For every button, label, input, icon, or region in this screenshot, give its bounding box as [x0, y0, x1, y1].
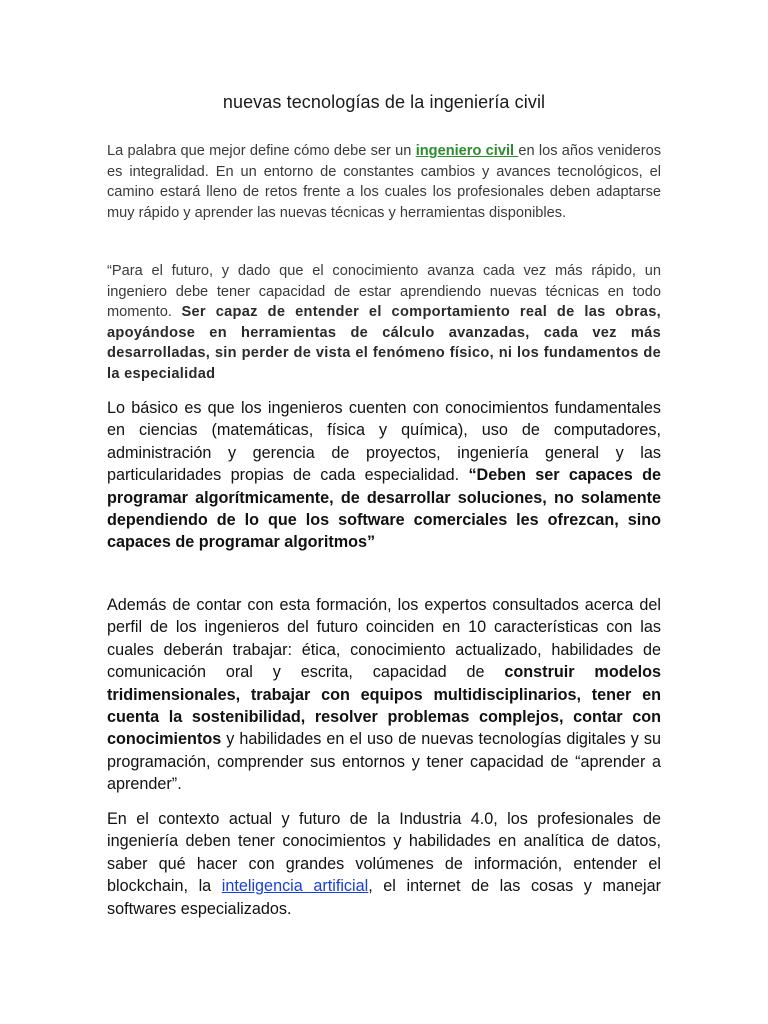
paragraph-intro — [107, 141, 661, 223]
paragraph-quote — [107, 261, 661, 385]
paragraph-basics — [107, 397, 661, 554]
paragraph-quote-bold-text: Ser capaz de entender el comportamiento real de las obras, apoyándose en herramientas de cálculo avanzadas, cada vez más desarrolladas, sin perder de vista el fenómeno físico, ni los fundamentos de la especialidad — [107, 304, 661, 382]
ingeniero-civil-link[interactable]: ingeniero civil — [415, 143, 519, 159]
inteligencia-artificial-link[interactable]: inteligencia artificial — [221, 877, 369, 896]
page-title: nuevas tecnologías de la ingeniería civil — [222, 92, 546, 112]
paragraph-industry-text-end: , el internet de las cosas y manejar softwares especializados. — [107, 877, 661, 918]
paragraph-basics-text: Lo básico es que los ingenieros cuenten con conocimientos fundamentales en ciencias (matemáticas, física y química), uso de computadores, administración y gerencia de proyectos, ingeniería general y las particularidades propias de cada especialidad. — [107, 399, 661, 485]
paragraph-industry — [107, 808, 661, 920]
paragraph-characteristics-text-end: y habilidades en el uso de nuevas tecnologías digitales y su programación, comprender sus entornos y tener capacidad de “aprender a aprender”. — [107, 730, 661, 794]
paragraph-quote-text: “Para el futuro, y dado que el conocimiento avanza cada vez más rápido, un ingeniero debe tener capacidad de estar aprendiendo nuevas técnicas en todo momento. — [107, 263, 661, 321]
paragraph-characteristics-bold-text: construir modelos tridimensionales, trabajar con equipos multidisciplinarios, tener en cuenta la sostenibilidad, resolver problemas complejos, contar con conocimientos — [107, 663, 661, 749]
paragraph-basics-bold-text: “Deben ser capaces de programar algorítmicamente, de desarrollar soluciones, no solamente dependiendo de lo que los software comerciales les ofrezcan, sino capaces de programar algoritmos” — [107, 466, 661, 552]
paragraph-industry-text-start: En el contexto actual y futuro de la Industria 4.0, los profesionales de ingeniería deben tener conocimientos y habilidades en analítica de datos, saber qué hacer con grandes volúmenes de información, entender el blockchain, la — [107, 810, 661, 896]
paragraph-characteristics — [107, 594, 661, 796]
paragraph-intro-text-end: en los años venideros es integralidad. En un entorno de constantes cambios y avances tecnológicos, el camino estará lleno de retos frente a los cuales los profesionales deben adaptarse muy rápido y aprender las nuevas técnicas y herramientas disponibles. — [107, 143, 661, 221]
paragraph-intro-text-start: La palabra que mejor define cómo debe ser un — [107, 143, 416, 159]
paragraph-characteristics-text-start: Además de contar con esta formación, los expertos consultados acerca del perfil de los ingenieros del futuro coinciden en 10 características con las cuales deberán trabajar: ética, conocimiento actualizado, habilidades de comunicación oral y escrita, capacidad de — [107, 596, 661, 682]
